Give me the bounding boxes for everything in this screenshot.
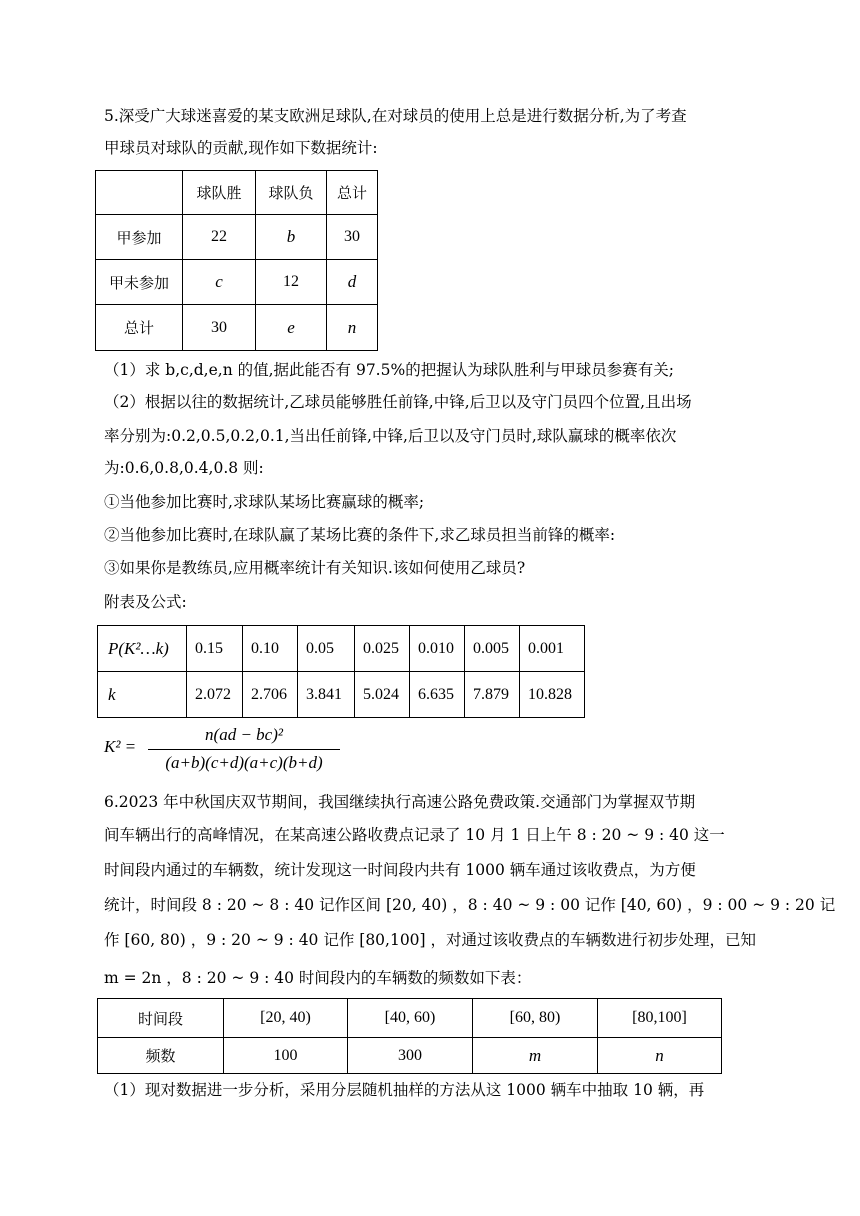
formula-denominator: (a+b)(c+d)(a+c)(b+d)	[165, 753, 323, 772]
q5-intro-line2: 甲球员对球队的贡献,现作如下数据统计:	[104, 139, 378, 157]
table-row	[98, 1038, 722, 1074]
p-value-cell: 0.10	[243, 626, 298, 672]
table-row	[98, 672, 585, 718]
table-cell: b	[256, 215, 327, 260]
p-row-label: P(K²…k)	[98, 626, 187, 672]
k-value-cell: 7.879	[465, 672, 520, 718]
k-value-cell: 3.841	[298, 672, 355, 718]
table-cell: 12	[256, 260, 327, 305]
k-value-cell: 2.706	[243, 672, 298, 718]
q6-part1: （1）现对数据进一步分析，采用分层随机抽样的方法从这 1000 辆车中抽取 10 辆，再	[104, 1081, 705, 1099]
table-header-cell: [80,100]	[598, 999, 722, 1038]
p-value-cell: 0.005	[465, 626, 520, 672]
table-row	[96, 260, 378, 305]
table-cell: n	[327, 305, 378, 351]
table-cell: 频数	[98, 1038, 224, 1074]
table-cell: 甲参加	[96, 215, 183, 260]
q5-sub2: ②当他参加比赛时,在球队赢了某场比赛的条件下,求乙球员担当前锋的概率:	[104, 526, 616, 544]
table-cell: m	[473, 1038, 598, 1074]
formula-lhs: K² =	[104, 737, 137, 756]
k-row-label: k	[98, 672, 187, 718]
table-row	[98, 999, 722, 1038]
table-cell: 100	[224, 1038, 348, 1074]
table-cell: c	[183, 260, 256, 305]
q6-line6: m = 2n ，8 : 20 ~ 9 : 40 时间段内的车辆数的频数如下表：	[104, 969, 532, 987]
q6-line3: 时间段内通过的车辆数，统计发现这一时间段内共有 1000 辆车通过该收费点，为方便	[104, 861, 696, 879]
k-squared-table	[97, 625, 585, 718]
q6-line1: 6.2023 年中秋国庆双节期间，我国继续执行高速公路免费政策.交通部门为掌握双节期	[104, 793, 696, 811]
table-header-cell	[96, 171, 183, 215]
table-header-cell: 球队负	[256, 171, 327, 215]
q5-sub3: ③如果你是教练员,应用概率统计有关知识.该如何使用乙球员?	[104, 559, 526, 577]
fraction-bar	[148, 749, 340, 750]
p-value-cell: 0.025	[355, 626, 410, 672]
p-value-cell: 0.05	[298, 626, 355, 672]
table-header-cell: 球队胜	[183, 171, 256, 215]
k-value-cell: 5.024	[355, 672, 410, 718]
table-header-cell: 时间段	[98, 999, 224, 1038]
table-cell: 22	[183, 215, 256, 260]
p-value-cell: 0.001	[520, 626, 585, 672]
q5-part2-line2: 率分别为:0.2,0.5,0.2,0.1,当出任前锋,中锋,后卫以及守门员时,球队赢球的概率依次	[104, 427, 677, 445]
table-cell: e	[256, 305, 327, 351]
k-value-cell: 2.072	[187, 672, 243, 718]
q5-part2-line3: 为:0.6,0.8,0.4,0.8 则:	[104, 459, 264, 477]
table-header-cell: [40, 60)	[348, 999, 473, 1038]
table-cell: 30	[183, 305, 256, 351]
table-header-cell: 总计	[327, 171, 378, 215]
table-row	[96, 215, 378, 260]
table-cell: 总计	[96, 305, 183, 351]
q5-part2-line1: （2）根据以往的数据统计,乙球员能够胜任前锋,中锋,后卫以及守门员四个位置,且出场	[104, 393, 692, 411]
table-cell: 甲未参加	[96, 260, 183, 305]
q5-appendix-label: 附表及公式:	[104, 593, 187, 611]
table-cell: n	[598, 1038, 722, 1074]
formula-numerator: n(ad − bc)²	[205, 725, 283, 744]
table-cell: 30	[327, 215, 378, 260]
q6-frequency-table	[97, 998, 722, 1074]
q5-contingency-table	[95, 170, 378, 351]
q6-line2: 间车辆出行的高峰情况，在某高速公路收费点记录了 10 月 1 日上午 8 : 20 ~ 9 : 40 这一	[104, 826, 725, 844]
p-value-cell: 0.15	[187, 626, 243, 672]
k-value-cell: 6.635	[410, 672, 465, 718]
q5-part1: （1）求 b,c,d,e,n 的值,据此能否有 97.5%的把握认为球队胜利与甲球员参赛有关;	[104, 361, 674, 379]
k-value-cell: 10.828	[520, 672, 585, 718]
table-cell: d	[327, 260, 378, 305]
table-header-cell: [20, 40)	[224, 999, 348, 1038]
table-header-cell: [60, 80)	[473, 999, 598, 1038]
q6-line5: 作 [60, 80) ，9 : 20 ~ 9 : 40 记作 [80,100] ，对通过该收费点的车辆数进行初步处理，已知	[104, 931, 757, 949]
q5-intro-line1: 5.深受广大球迷喜爱的某支欧洲足球队,在对球员的使用上总是进行数据分析,为了考查	[104, 107, 687, 125]
q6-line4: 统计，时间段 8 : 20 ~ 8 : 40 记作区间 [20, 40) ，8 : 40 ~ 9 : 00 记作 [40, 60) ，9 : 00 ~ 9 : 20 记	[104, 896, 836, 914]
table-cell: 300	[348, 1038, 473, 1074]
table-row	[98, 626, 585, 672]
p-value-cell: 0.010	[410, 626, 465, 672]
table-row	[96, 305, 378, 351]
q5-sub1: ①当他参加比赛时,求球队某场比赛赢球的概率;	[104, 493, 425, 511]
